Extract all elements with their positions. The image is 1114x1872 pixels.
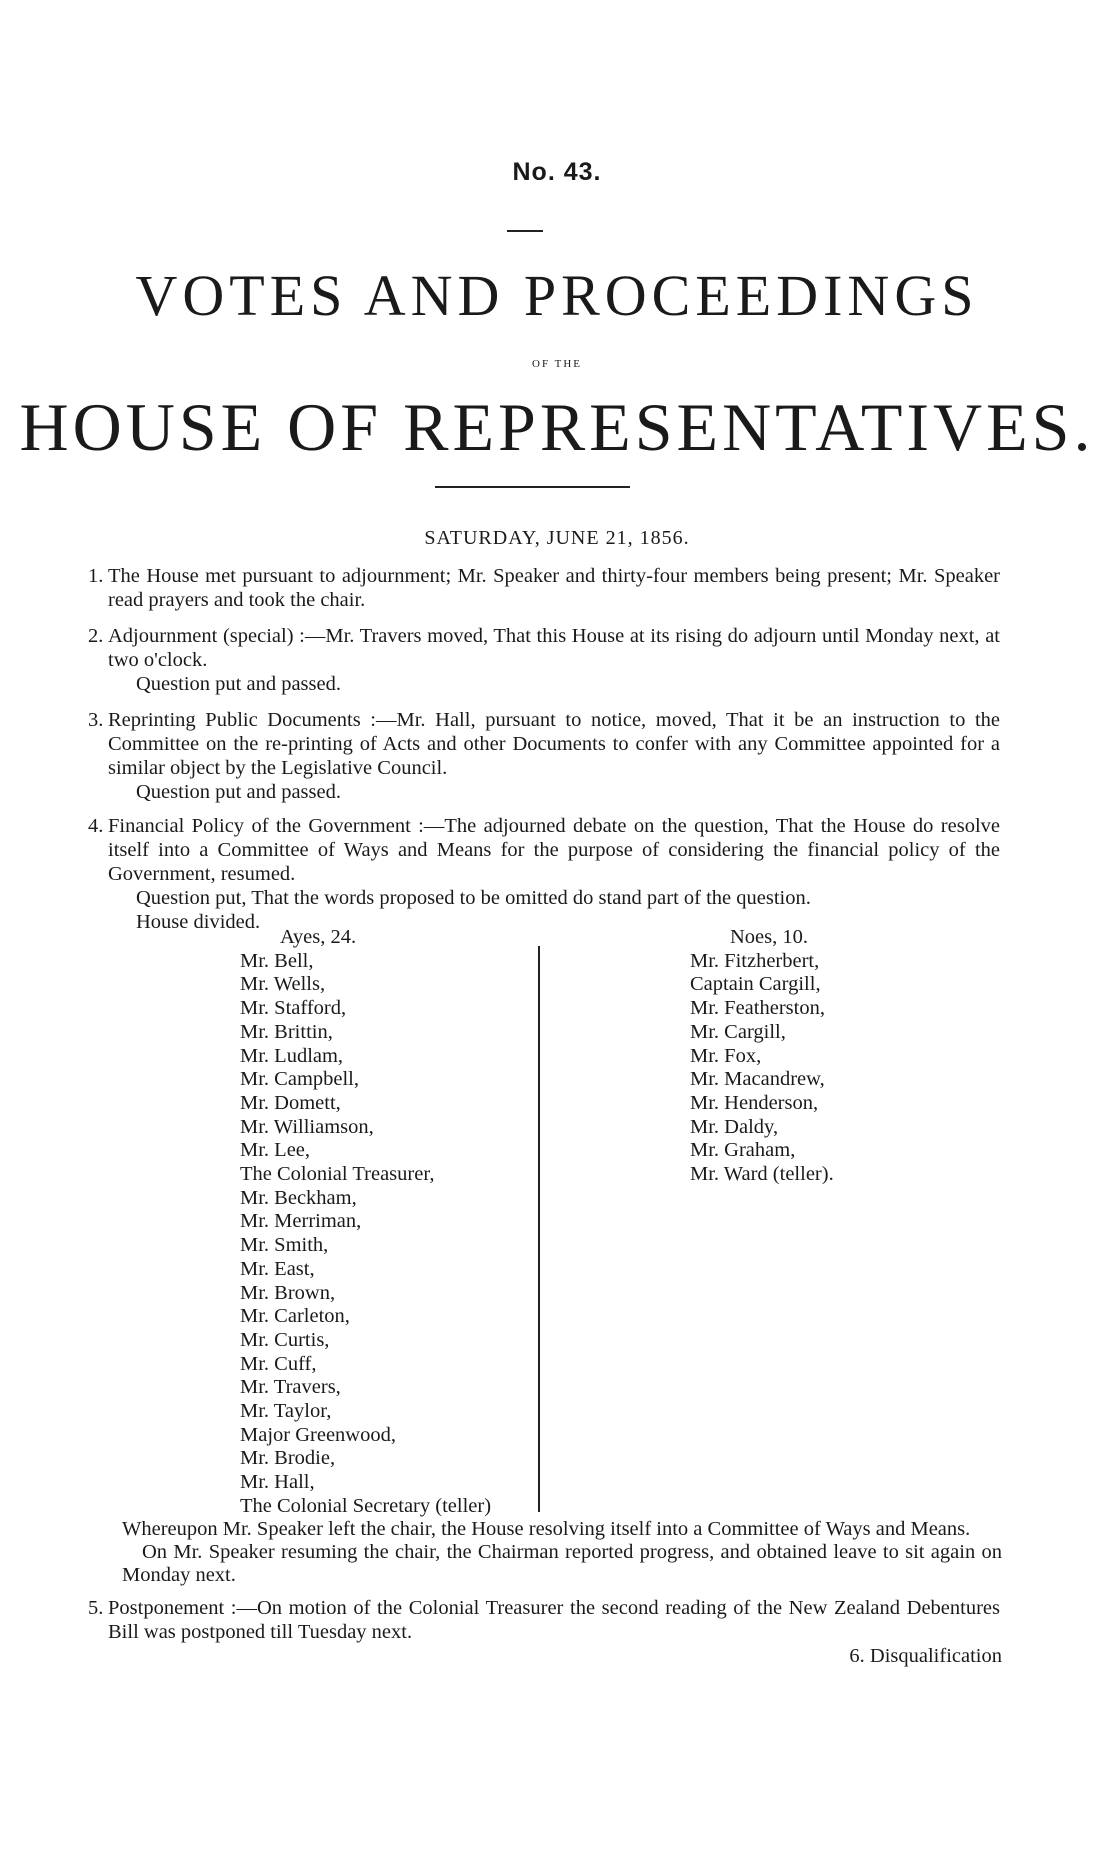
item-number: 2. xyxy=(88,625,104,647)
member-name: Mr. Graham, xyxy=(690,1139,796,1162)
member-name: Mr. Campbell, xyxy=(240,1068,360,1091)
item-4 xyxy=(88,814,1000,934)
member-name: Mr. Smith, xyxy=(240,1234,329,1257)
item-number: 3. xyxy=(88,709,104,731)
member-name: Mr. Beckham, xyxy=(240,1186,357,1209)
member-name: Mr. Domett, xyxy=(240,1091,341,1114)
item-number: 5. xyxy=(88,1597,104,1619)
member-name: Mr. Hall, xyxy=(240,1471,315,1494)
member-name: Mr. East, xyxy=(240,1257,315,1280)
after-division-p2: On Mr. Speaker resuming the chair, the Chairman reported progress, and obtained leave to sit again on Monday next. xyxy=(122,1541,1002,1586)
member-name: Mr. Travers, xyxy=(240,1376,341,1399)
item-text: Financial Policy of the Government :—The adjourned debate on the question, That the House do resolve itself into a Committee of Ways and Means for the purpose of considering the financial policy of the Government, resumed. xyxy=(108,815,1000,885)
member-name: Mr. Lee, xyxy=(240,1139,311,1162)
member-name: Mr. Williamson, xyxy=(240,1115,374,1138)
item-3 xyxy=(88,708,1000,804)
short-rule xyxy=(507,230,543,232)
noes-column xyxy=(690,926,834,1187)
member-name: Mr. Merriman, xyxy=(240,1210,362,1233)
member-name: Mr. Cuff, xyxy=(240,1352,317,1375)
member-name: The Colonial Secretary (teller) xyxy=(240,1494,492,1517)
session-date: SATURDAY, JUNE 21, 1856. xyxy=(424,527,690,549)
member-name: The Colonial Treasurer, xyxy=(240,1163,435,1186)
ayes-column xyxy=(240,926,491,1519)
member-name: Mr. Taylor, xyxy=(240,1400,332,1423)
member-name: Mr. Stafford, xyxy=(240,997,347,1020)
member-name: Mr. Curtis, xyxy=(240,1328,330,1351)
member-name: Mr. Bell, xyxy=(240,949,314,972)
member-name: Mr. Henderson, xyxy=(690,1091,819,1114)
column-divider xyxy=(538,946,540,1512)
member-name: Mr. Macandrew, xyxy=(690,1068,825,1091)
item-result: Question put and passed. xyxy=(136,673,341,695)
member-name: Mr. Brittin, xyxy=(240,1020,333,1043)
member-name: Mr. Cargill, xyxy=(690,1020,786,1043)
member-name: Mr. Ward (teller). xyxy=(690,1163,834,1186)
item-text: Reprinting Public Documents :—Mr. Hall, pursuant to notice, moved, That it be an instruction to the Committee on the re-printing of Acts and other Documents to confer with any Committee appointed for a similar object by the Legislative Council. xyxy=(108,709,1000,779)
after-division xyxy=(122,1518,1002,1587)
member-name: Mr. Fitzherbert, xyxy=(690,949,820,972)
member-name: Mr. Wells, xyxy=(240,973,326,996)
title-house-of-representatives: HOUSE OF REPRESENTATIVES. xyxy=(19,389,1095,465)
catchword: 6. Disqualification xyxy=(849,1645,1002,1667)
ayes-heading: Ayes, 24. xyxy=(280,926,357,948)
member-name: Mr. Brodie, xyxy=(240,1447,336,1470)
member-name: Captain Cargill, xyxy=(690,973,821,996)
title-votes-and-proceedings: VOTES AND PROCEEDINGS xyxy=(135,263,979,328)
item-number: 4. xyxy=(88,815,104,837)
item-result: Question put and passed. xyxy=(136,781,341,803)
item-number: 1. xyxy=(88,565,104,587)
member-name: Major Greenwood, xyxy=(240,1423,396,1446)
house-divided: House divided. xyxy=(136,911,261,933)
member-name: Mr. Featherston, xyxy=(690,997,825,1020)
title-of-the: OF THE xyxy=(532,358,582,370)
item-result: Question put, That the words proposed to be omitted do stand part of the question. xyxy=(136,887,811,909)
member-name: Mr. Brown, xyxy=(240,1281,336,1304)
page-number: No. 43. xyxy=(512,158,602,186)
member-name: Mr. Ludlam, xyxy=(240,1044,344,1067)
after-division-p1: Whereupon Mr. Speaker left the chair, the House resolving itself into a Committee of Ways and Means. xyxy=(122,1518,971,1540)
item-5 xyxy=(88,1596,1000,1644)
item-2 xyxy=(88,624,1000,696)
long-rule xyxy=(435,486,630,488)
noes-heading: Noes, 10. xyxy=(730,926,809,948)
member-name: Mr. Carleton, xyxy=(240,1305,350,1328)
member-name: Mr. Daldy, xyxy=(690,1115,779,1138)
member-name: Mr. Fox, xyxy=(690,1044,762,1067)
item-text: Adjournment (special) :—Mr. Travers moved, That this House at its rising do adjourn until Monday next, at two o'clock. xyxy=(108,625,1000,671)
item-text: The House met pursuant to adjournment; Mr. Speaker and thirty-four members being present; Mr. Speaker read prayers and took the chair. xyxy=(108,565,1000,611)
item-1 xyxy=(88,564,1000,612)
item-text: Postponement :—On motion of the Colonial Treasurer the second reading of the New Zealand Debentures Bill was postponed till Tuesday next. xyxy=(108,1597,1000,1643)
